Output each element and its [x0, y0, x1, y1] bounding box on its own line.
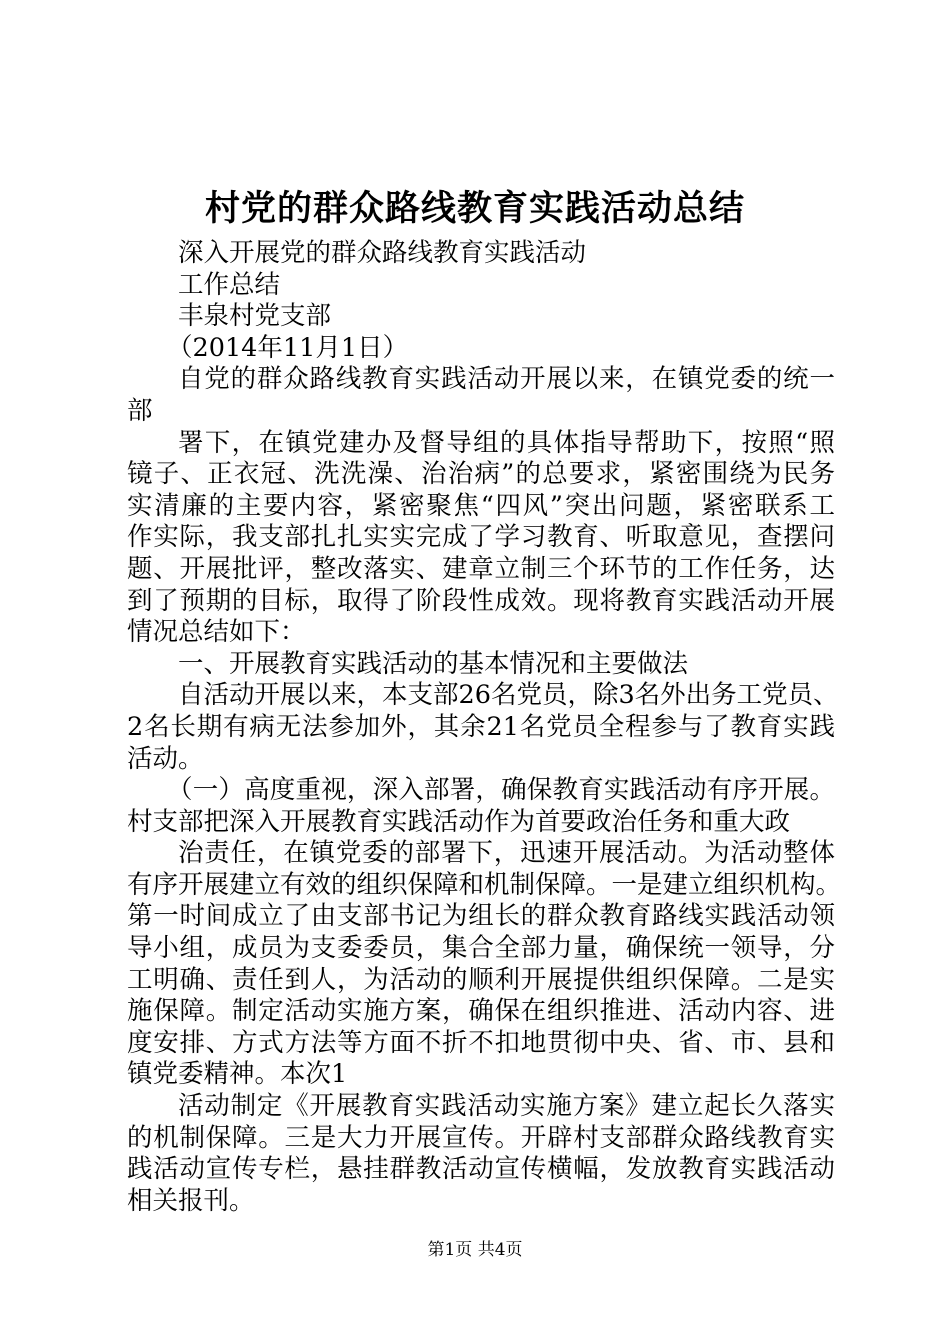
paragraph-line: 自党的群众路线教育实践活动开展以来，在镇党委的统一	[178, 364, 835, 395]
paragraph-line: 度安排、方式方法等方面不折不扣地贯彻中央、省、市、县和	[127, 1027, 835, 1058]
paragraph-line: 镇党委精神。本次1	[127, 1059, 348, 1090]
paragraph-line: 活动。	[127, 743, 204, 774]
paragraph-line: 导小组，成员为支委委员，集合全部力量，确保统一领导，分	[127, 933, 835, 964]
paragraph-line: 施保障。制定活动实施方案，确保在组织推进、活动内容、进	[127, 996, 835, 1027]
author-line: 丰泉村党支部	[178, 301, 332, 332]
document-body	[127, 238, 842, 1217]
paragraph-line: 部	[127, 395, 153, 426]
paragraph-line: 的机制保障。三是大力开展宣传。开辟村支部群众路线教育实	[127, 1122, 835, 1153]
paragraph-line: 情况总结如下：	[127, 617, 306, 648]
date-line: （2014年11月1日）	[167, 332, 409, 363]
paragraph-line: 活动制定《开展教育实践活动实施方案》建立起长久落实	[178, 1091, 835, 1122]
section-heading: 一、开展教育实践活动的基本情况和主要做法	[178, 648, 689, 679]
paragraph-line: 实清廉的主要内容，紧密聚焦“四风”突出问题，紧密联系工	[127, 490, 835, 521]
document-title: 村党的群众路线教育实践活动总结	[204, 188, 745, 229]
paragraph-line: 村支部把深入开展教育实践活动作为首要政治任务和重大政	[127, 806, 791, 837]
paragraph-line: 署下，在镇党建办及督导组的具体指导帮助下，按照“照	[178, 427, 835, 458]
subtitle-line: 工作总结	[178, 269, 281, 300]
page-number-footer: 第1页 共4页	[427, 1240, 523, 1260]
paragraph-line: 工明确、责任到人，为活动的顺利开展提供组织保障。二是实	[127, 964, 835, 995]
paragraph-line: 镜子、正衣冠、洗洗澡、治治病”的总要求，紧密围绕为民务	[127, 459, 835, 490]
paragraph-line: 自活动开展以来，本支部26名党员，除3名外出务工党员、	[178, 680, 839, 711]
subsection-heading: （一）高度重视，深入部署，确保教育实践活动有序开展。	[167, 775, 835, 806]
paragraph-line: 题、开展批评，整改落实、建章立制三个环节的工作任务，达	[127, 553, 835, 584]
subtitle-line: 深入开展党的群众路线教育实践活动	[178, 238, 587, 268]
paragraph-line: 相关报刊。	[127, 1185, 255, 1216]
paragraph-line: 作实际，我支部扎扎实实完成了学习教育、听取意见，查摆问	[127, 522, 835, 553]
paragraph-line: 第一时间成立了由支部书记为组长的群众教育路线实践活动领	[127, 901, 835, 932]
paragraph-line: 治责任，在镇党委的部署下，迅速开展活动。为活动整体	[178, 838, 835, 869]
paragraph-line: 有序开展建立有效的组织保障和机制保障。一是建立组织机构。	[127, 869, 842, 900]
paragraph-line: 到了预期的目标，取得了阶段性成效。现将教育实践活动开展	[127, 585, 835, 616]
paragraph-line: 践活动宣传专栏，悬挂群教活动宣传横幅，发放教育实践活动	[127, 1154, 835, 1185]
paragraph-line: 2名长期有病无法参加外，其余21名党员全程参与了教育实践	[127, 711, 835, 742]
